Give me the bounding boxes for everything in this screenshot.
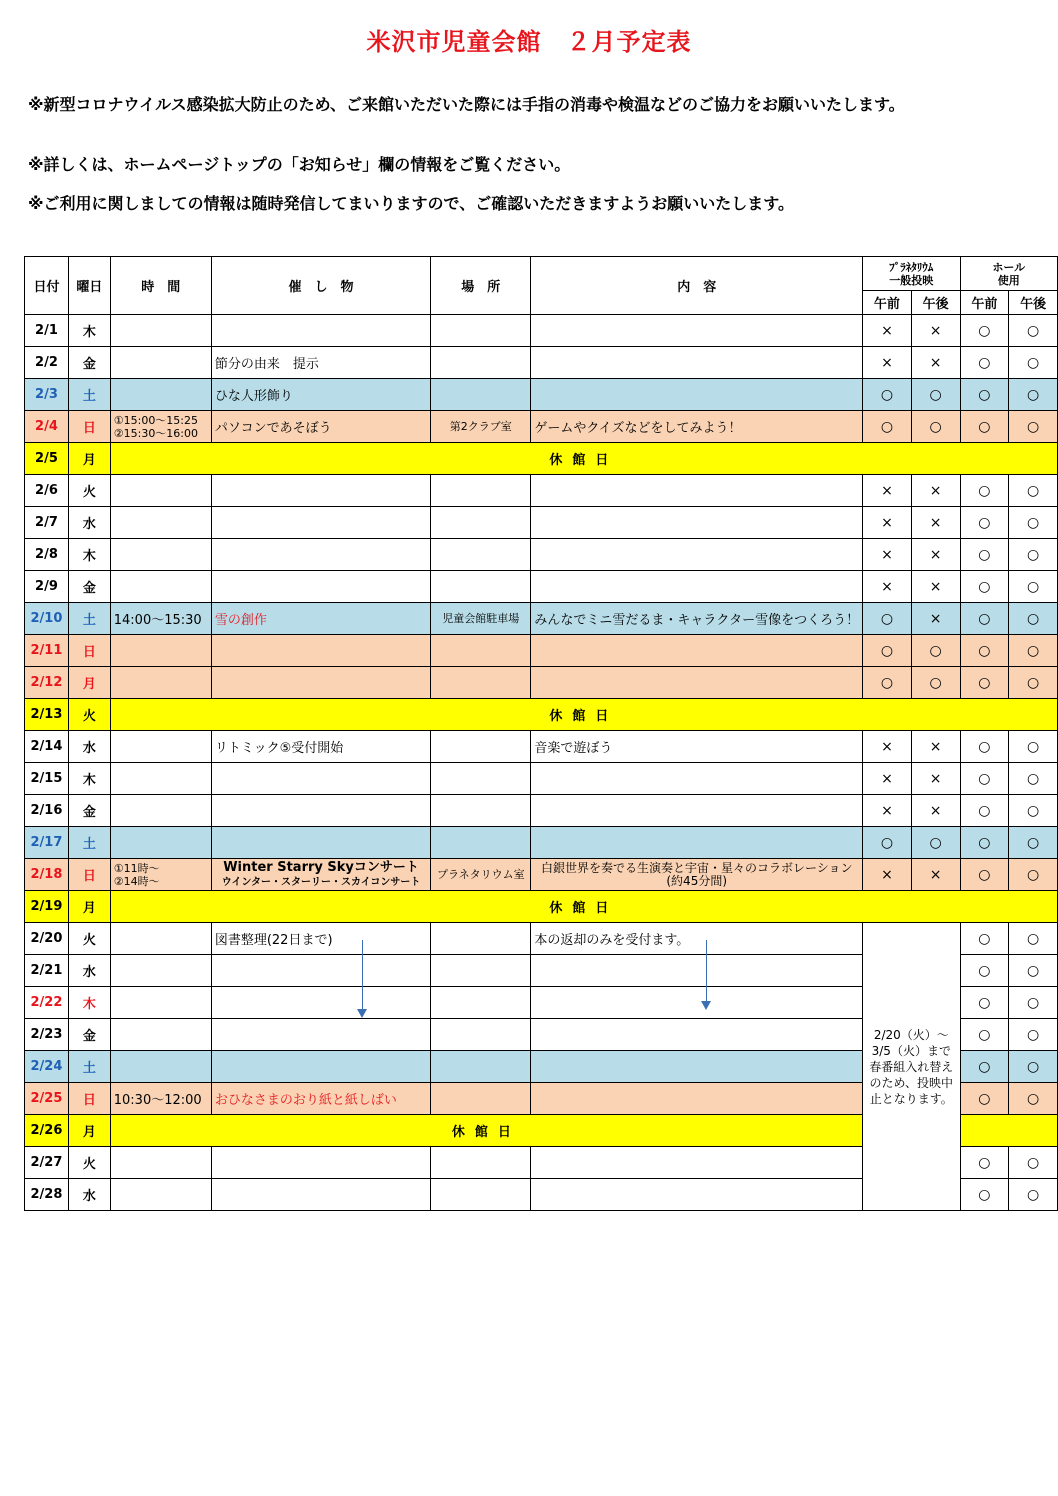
place-cell xyxy=(431,1051,531,1083)
date-cell: 2/4 xyxy=(25,411,69,443)
content-cell xyxy=(531,475,863,507)
hall-pm-mark: ○ xyxy=(1009,667,1058,699)
event-cell xyxy=(211,795,430,827)
content-cell xyxy=(531,571,863,603)
content-cell xyxy=(531,827,863,859)
time-cell xyxy=(110,731,211,763)
content-cell xyxy=(531,315,863,347)
event-cell: 節分の由来 提示 xyxy=(211,347,430,379)
down-arrow-icon xyxy=(706,940,707,1002)
planetarium-pm-mark: ○ xyxy=(911,635,960,667)
event-cell xyxy=(211,667,430,699)
date-cell: 2/8 xyxy=(25,539,69,571)
time-cell xyxy=(110,1179,211,1211)
table-row xyxy=(25,731,1058,763)
time-cell: 10:30～12:00 xyxy=(110,1083,211,1115)
date-cell: 2/27 xyxy=(25,1147,69,1179)
dow-cell: 日 xyxy=(68,635,110,667)
header-content: 内 容 xyxy=(531,257,863,315)
date-cell: 2/23 xyxy=(25,1019,69,1051)
time-cell xyxy=(110,1051,211,1083)
time-cell xyxy=(110,507,211,539)
place-cell xyxy=(431,827,531,859)
hall-am-mark: ○ xyxy=(960,859,1009,891)
date-cell: 2/28 xyxy=(25,1179,69,1211)
hall-pm-mark: ○ xyxy=(1009,923,1058,955)
dow-cell: 日 xyxy=(68,859,110,891)
time-cell xyxy=(110,635,211,667)
hall-am-mark: ○ xyxy=(960,1083,1009,1115)
hall-am-mark: ○ xyxy=(960,315,1009,347)
content-cell xyxy=(531,955,863,987)
place-cell xyxy=(431,1083,531,1115)
place-cell xyxy=(431,475,531,507)
planetarium-pm-mark: × xyxy=(911,507,960,539)
hall-pm-mark: ○ xyxy=(1009,987,1058,1019)
content-cell xyxy=(531,795,863,827)
table-row xyxy=(25,859,1058,891)
place-cell xyxy=(431,379,531,411)
dow-cell: 火 xyxy=(68,923,110,955)
hall-pm-mark: ○ xyxy=(1009,955,1058,987)
table-row xyxy=(25,571,1058,603)
content-cell: 音楽で遊ぼう xyxy=(531,731,863,763)
closed-day-label: 休館日 xyxy=(110,699,1057,731)
dow-cell: 金 xyxy=(68,571,110,603)
dow-cell: 月 xyxy=(68,1115,110,1147)
planetarium-pm-mark: × xyxy=(911,763,960,795)
time-cell xyxy=(110,1147,211,1179)
header-place: 場 所 xyxy=(431,257,531,315)
table-row xyxy=(25,443,1058,475)
dow-cell: 月 xyxy=(68,667,110,699)
content-cell xyxy=(531,1147,863,1179)
event-cell xyxy=(211,635,430,667)
place-cell xyxy=(431,667,531,699)
hall-am-mark: ○ xyxy=(960,763,1009,795)
closed-day-label: 休館日 xyxy=(110,443,1057,475)
time-cell: 14:00～15:30 xyxy=(110,603,211,635)
down-arrow-icon xyxy=(362,940,363,1010)
dow-cell: 日 xyxy=(68,411,110,443)
hall-am-mark: ○ xyxy=(960,411,1009,443)
place-cell xyxy=(431,763,531,795)
planetarium-am-mark: × xyxy=(863,731,912,763)
dow-cell: 木 xyxy=(68,315,110,347)
place-cell xyxy=(431,795,531,827)
time-cell xyxy=(110,795,211,827)
time-cell xyxy=(110,987,211,1019)
table-row xyxy=(25,539,1058,571)
content-cell xyxy=(531,507,863,539)
planetarium-am-mark: × xyxy=(863,315,912,347)
date-cell: 2/17 xyxy=(25,827,69,859)
planetarium-suspension-note: 2/20（火）～3/5（火）まで春番組入れ替えのため、投映中止となります。 xyxy=(863,923,960,1211)
dow-cell: 火 xyxy=(68,1147,110,1179)
planetarium-am-mark: × xyxy=(863,859,912,891)
dow-cell: 水 xyxy=(68,1179,110,1211)
event-cell: 雪の創作 xyxy=(211,603,430,635)
event-cell xyxy=(211,1019,430,1051)
date-cell: 2/22 xyxy=(25,987,69,1019)
hall-closed-cell xyxy=(960,1115,1057,1147)
time-cell xyxy=(110,955,211,987)
dow-cell: 月 xyxy=(68,443,110,475)
planetarium-am-mark: × xyxy=(863,571,912,603)
planetarium-am-mark: ○ xyxy=(863,603,912,635)
dow-cell: 日 xyxy=(68,1083,110,1115)
schedule-table xyxy=(24,256,1058,1211)
hall-pm-mark: ○ xyxy=(1009,635,1058,667)
place-cell xyxy=(431,731,531,763)
place-cell xyxy=(431,347,531,379)
planetarium-am-mark: × xyxy=(863,347,912,379)
time-cell xyxy=(110,763,211,795)
planetarium-pm-mark: × xyxy=(911,571,960,603)
table-row xyxy=(25,379,1058,411)
table-row xyxy=(25,827,1058,859)
planetarium-am-mark: × xyxy=(863,795,912,827)
header-hall: ホール 使用 xyxy=(960,257,1057,291)
header-time: 時 間 xyxy=(110,257,211,315)
planetarium-pm-mark: × xyxy=(911,795,960,827)
place-cell xyxy=(431,635,531,667)
content-cell xyxy=(531,635,863,667)
dow-cell: 金 xyxy=(68,347,110,379)
dow-cell: 火 xyxy=(68,475,110,507)
dow-cell: 木 xyxy=(68,539,110,571)
header-planetarium-pm: 午後 xyxy=(911,291,960,315)
hall-am-mark: ○ xyxy=(960,795,1009,827)
place-cell xyxy=(431,507,531,539)
content-cell xyxy=(531,1051,863,1083)
planetarium-pm-mark: × xyxy=(911,731,960,763)
hall-pm-mark: ○ xyxy=(1009,1147,1058,1179)
hall-am-mark: ○ xyxy=(960,1147,1009,1179)
content-cell xyxy=(531,1083,863,1115)
place-cell xyxy=(431,955,531,987)
hall-am-mark: ○ xyxy=(960,1051,1009,1083)
dow-cell: 土 xyxy=(68,379,110,411)
content-cell xyxy=(531,667,863,699)
header-event: 催 し 物 xyxy=(211,257,430,315)
header-hall-am: 午前 xyxy=(960,291,1009,315)
hall-pm-mark: ○ xyxy=(1009,1051,1058,1083)
table-row xyxy=(25,603,1058,635)
place-cell xyxy=(431,571,531,603)
date-cell: 2/20 xyxy=(25,923,69,955)
hall-pm-mark: ○ xyxy=(1009,379,1058,411)
time-cell xyxy=(110,571,211,603)
table-row xyxy=(25,347,1058,379)
place-cell xyxy=(431,1179,531,1211)
hall-pm-mark: ○ xyxy=(1009,507,1058,539)
date-cell: 2/5 xyxy=(25,443,69,475)
place-cell xyxy=(431,315,531,347)
closed-day-label: 休館日 xyxy=(110,1115,862,1147)
time-cell: ①11時～ ②14時～ xyxy=(110,859,211,891)
table-row xyxy=(25,411,1058,443)
planetarium-pm-mark: ○ xyxy=(911,667,960,699)
notice-line-1: ※新型コロナウイルス感染拡大防止のため、ご来館いただいた際には手指の消毒や検温などのご協力をお願いいたします。 xyxy=(28,95,905,114)
planetarium-pm-mark: ○ xyxy=(911,379,960,411)
place-cell xyxy=(431,987,531,1019)
date-cell: 2/25 xyxy=(25,1083,69,1115)
planetarium-pm-mark: ○ xyxy=(911,411,960,443)
header-date: 日付 xyxy=(25,257,69,315)
date-cell: 2/13 xyxy=(25,699,69,731)
event-cell xyxy=(211,1051,430,1083)
table-row xyxy=(25,315,1058,347)
time-cell xyxy=(110,1019,211,1051)
dow-cell: 木 xyxy=(68,763,110,795)
date-cell: 2/24 xyxy=(25,1051,69,1083)
date-cell: 2/10 xyxy=(25,603,69,635)
place-cell xyxy=(431,1019,531,1051)
dow-cell: 水 xyxy=(68,955,110,987)
notice-line-2: ※詳しくは、ホームページトップの「お知らせ」欄の情報をご覧ください。 xyxy=(28,155,571,174)
hall-pm-mark: ○ xyxy=(1009,603,1058,635)
hall-pm-mark: ○ xyxy=(1009,1083,1058,1115)
time-cell xyxy=(110,475,211,507)
planetarium-am-mark: × xyxy=(863,763,912,795)
date-cell: 2/19 xyxy=(25,891,69,923)
hall-am-mark: ○ xyxy=(960,827,1009,859)
content-cell xyxy=(531,379,863,411)
date-cell: 2/6 xyxy=(25,475,69,507)
date-cell: 2/18 xyxy=(25,859,69,891)
dow-cell: 月 xyxy=(68,891,110,923)
event-cell xyxy=(211,315,430,347)
planetarium-am-mark: ○ xyxy=(863,635,912,667)
planetarium-am-mark: × xyxy=(863,539,912,571)
event-cell: おひなさまのおり紙と紙しばい xyxy=(211,1083,430,1115)
hall-am-mark: ○ xyxy=(960,571,1009,603)
dow-cell: 水 xyxy=(68,507,110,539)
planetarium-pm-mark: × xyxy=(911,859,960,891)
hall-am-mark: ○ xyxy=(960,539,1009,571)
table-row xyxy=(25,475,1058,507)
date-cell: 2/26 xyxy=(25,1115,69,1147)
dow-cell: 土 xyxy=(68,603,110,635)
planetarium-pm-mark: × xyxy=(911,539,960,571)
planetarium-am-mark: ○ xyxy=(863,667,912,699)
header-hall-pm: 午後 xyxy=(1009,291,1058,315)
content-cell: みんなでミニ雪だるま・キャラクター雪像をつくろう！ xyxy=(531,603,863,635)
place-cell: 第2クラブ室 xyxy=(431,411,531,443)
content-cell: 本の返却のみを受付ます。 xyxy=(531,923,863,955)
event-cell xyxy=(211,955,430,987)
date-cell: 2/16 xyxy=(25,795,69,827)
hall-pm-mark: ○ xyxy=(1009,475,1058,507)
content-cell xyxy=(531,347,863,379)
time-cell xyxy=(110,667,211,699)
hall-am-mark: ○ xyxy=(960,475,1009,507)
hall-pm-mark: ○ xyxy=(1009,347,1058,379)
hall-pm-mark: ○ xyxy=(1009,795,1058,827)
event-cell xyxy=(211,859,430,891)
hall-am-mark: ○ xyxy=(960,731,1009,763)
content-cell: 白銀世界を奏でる生演奏と宇宙・星々のコラボレーション(約45分間) xyxy=(531,859,863,891)
date-cell: 2/14 xyxy=(25,731,69,763)
event-cell: ひな人形飾り xyxy=(211,379,430,411)
planetarium-am-mark: ○ xyxy=(863,379,912,411)
time-cell xyxy=(110,923,211,955)
time-cell xyxy=(110,347,211,379)
hall-pm-mark: ○ xyxy=(1009,859,1058,891)
place-cell xyxy=(431,1147,531,1179)
page-title: 米沢市児童会館 ２月予定表 xyxy=(366,28,692,56)
table-row xyxy=(25,923,1058,955)
place-cell xyxy=(431,923,531,955)
hall-am-mark: ○ xyxy=(960,507,1009,539)
table-row xyxy=(25,507,1058,539)
planetarium-pm-mark: × xyxy=(911,475,960,507)
table-row xyxy=(25,763,1058,795)
place-cell xyxy=(431,539,531,571)
hall-am-mark: ○ xyxy=(960,923,1009,955)
date-cell: 2/15 xyxy=(25,763,69,795)
planetarium-am-mark: × xyxy=(863,475,912,507)
hall-pm-mark: ○ xyxy=(1009,827,1058,859)
content-cell xyxy=(531,987,863,1019)
hall-am-mark: ○ xyxy=(960,635,1009,667)
date-cell: 2/2 xyxy=(25,347,69,379)
event-cell xyxy=(211,507,430,539)
hall-am-mark: ○ xyxy=(960,379,1009,411)
table-row xyxy=(25,635,1058,667)
table-row xyxy=(25,667,1058,699)
hall-pm-mark: ○ xyxy=(1009,411,1058,443)
planetarium-am-mark: ○ xyxy=(863,411,912,443)
content-cell xyxy=(531,763,863,795)
content-cell xyxy=(531,1019,863,1051)
event-cell xyxy=(211,571,430,603)
hall-pm-mark: ○ xyxy=(1009,571,1058,603)
notice-line-3: ※ご利用に関しましての情報は随時発信してまいりますので、ご確認いただきますようお願いいたします。 xyxy=(28,194,794,213)
event-cell xyxy=(211,827,430,859)
event-cell: 図書整理(22日まで) xyxy=(211,923,430,955)
event-cell xyxy=(211,539,430,571)
event-cell xyxy=(211,763,430,795)
date-cell: 2/3 xyxy=(25,379,69,411)
hall-pm-mark: ○ xyxy=(1009,731,1058,763)
event-cell xyxy=(211,1179,430,1211)
table-row xyxy=(25,795,1058,827)
place-cell: プラネタリウム室 xyxy=(431,859,531,891)
header-planetarium: ﾌﾟﾗﾈﾀﾘｳﾑ 一般投映 xyxy=(863,257,960,291)
dow-cell: 金 xyxy=(68,1019,110,1051)
table-row xyxy=(25,699,1058,731)
hall-am-mark: ○ xyxy=(960,1019,1009,1051)
event-subtitle: ウインター・スターリー・スカイコンサート xyxy=(221,876,421,888)
date-cell: 2/12 xyxy=(25,667,69,699)
content-cell xyxy=(531,539,863,571)
planetarium-pm-mark: × xyxy=(911,347,960,379)
hall-pm-mark: ○ xyxy=(1009,1019,1058,1051)
hall-pm-mark: ○ xyxy=(1009,539,1058,571)
content-cell: ゲームやクイズなどをしてみよう！ xyxy=(531,411,863,443)
header-dow: 曜日 xyxy=(68,257,110,315)
hall-am-mark: ○ xyxy=(960,347,1009,379)
content-cell xyxy=(531,1179,863,1211)
hall-am-mark: ○ xyxy=(960,667,1009,699)
dow-cell: 木 xyxy=(68,987,110,1019)
hall-pm-mark: ○ xyxy=(1009,1179,1058,1211)
hall-am-mark: ○ xyxy=(960,955,1009,987)
time-cell xyxy=(110,827,211,859)
date-cell: 2/11 xyxy=(25,635,69,667)
closed-day-label: 休館日 xyxy=(110,891,1057,923)
dow-cell: 土 xyxy=(68,827,110,859)
time-cell xyxy=(110,315,211,347)
date-cell: 2/7 xyxy=(25,507,69,539)
date-cell: 2/9 xyxy=(25,571,69,603)
date-cell: 2/1 xyxy=(25,315,69,347)
event-cell xyxy=(211,475,430,507)
table-row xyxy=(25,891,1058,923)
event-title: Winter Starry Skyコンサート xyxy=(223,859,419,875)
event-cell: リトミック⑤受付開始 xyxy=(211,731,430,763)
hall-pm-mark: ○ xyxy=(1009,315,1058,347)
dow-cell: 土 xyxy=(68,1051,110,1083)
planetarium-am-mark: ○ xyxy=(863,827,912,859)
dow-cell: 水 xyxy=(68,731,110,763)
place-cell: 児童会館駐車場 xyxy=(431,603,531,635)
date-cell: 2/21 xyxy=(25,955,69,987)
time-cell xyxy=(110,539,211,571)
header-planetarium-am: 午前 xyxy=(863,291,912,315)
time-cell xyxy=(110,379,211,411)
planetarium-pm-mark: ○ xyxy=(911,827,960,859)
planetarium-pm-mark: × xyxy=(911,603,960,635)
dow-cell: 火 xyxy=(68,699,110,731)
hall-pm-mark: ○ xyxy=(1009,763,1058,795)
event-cell xyxy=(211,1147,430,1179)
dow-cell: 金 xyxy=(68,795,110,827)
hall-am-mark: ○ xyxy=(960,603,1009,635)
event-cell: パソコンであそぼう xyxy=(211,411,430,443)
hall-am-mark: ○ xyxy=(960,1179,1009,1211)
event-cell xyxy=(211,987,430,1019)
planetarium-pm-mark: × xyxy=(911,315,960,347)
hall-am-mark: ○ xyxy=(960,987,1009,1019)
time-cell: ①15:00～15:25 ②15:30～16:00 xyxy=(110,411,211,443)
planetarium-am-mark: × xyxy=(863,507,912,539)
